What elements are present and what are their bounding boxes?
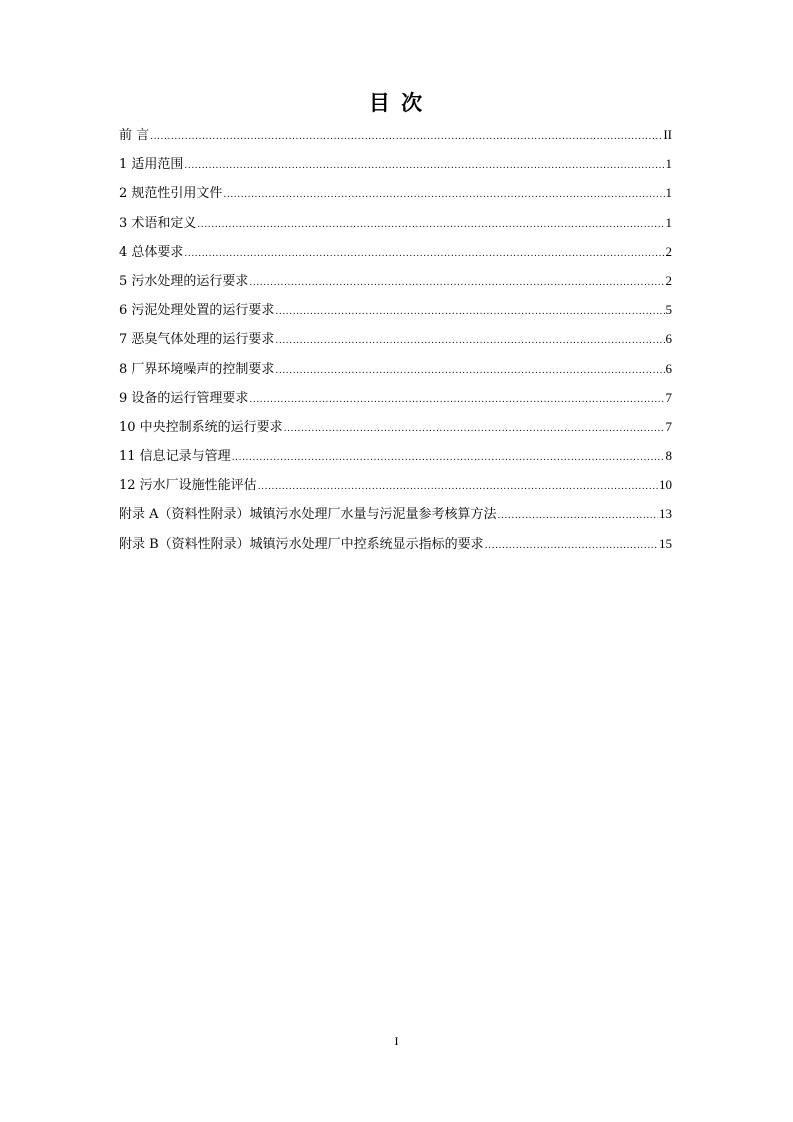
toc-entry-appendix-a[interactable]: [119, 503, 672, 532]
toc-entry-label: 9 设备的运行管理要求: [119, 390, 249, 406]
toc-entry-12[interactable]: [119, 474, 672, 503]
toc-dot-leader: [232, 447, 665, 469]
toc-entry-label: 4 总体要求: [119, 244, 184, 260]
toc-entry-label: 11 信息记录与管理: [119, 449, 231, 465]
toc-entry-7[interactable]: [119, 328, 672, 357]
toc-entry-page: 13: [659, 506, 672, 522]
toc-entry-label: 10 中央控制系统的运行要求: [119, 419, 283, 435]
toc-entry-label: 附录 A（资料性附录）城镇污水处理厂水量与污泥量参考核算方法: [119, 507, 497, 523]
toc-entry-appendix-b[interactable]: [119, 533, 672, 562]
toc-entry-label: 2 规范性引用文件: [119, 186, 223, 202]
toc-entry-page: 7: [665, 418, 672, 434]
toc-entry-3[interactable]: [119, 212, 672, 241]
toc-entry-page: II: [663, 127, 672, 142]
toc-dot-leader: [249, 389, 664, 411]
toc-entry-label: 6 污泥处理处置的运行要求: [119, 303, 275, 319]
toc-dot-leader: [249, 272, 664, 294]
toc-entry-label: 前 言: [119, 128, 150, 143]
toc-entry-page: 6: [665, 331, 672, 347]
toc-entry-8[interactable]: [119, 358, 672, 387]
toc-entry-page: 6: [665, 360, 672, 376]
toc-dot-leader: [184, 243, 664, 265]
toc-entry-6[interactable]: [119, 299, 672, 328]
toc-dot-leader: [223, 184, 664, 206]
toc-dot-leader: [284, 418, 665, 440]
toc-entry-11[interactable]: [119, 445, 672, 474]
toc-dot-leader: [498, 505, 658, 527]
toc-entry-label: 8 厂界环境噪声的控制要求: [119, 361, 275, 377]
toc-dot-leader: [275, 301, 664, 323]
toc-dot-leader: [485, 535, 658, 557]
toc-entry-label: 附录 B（资料性附录）城镇污水处理厂中控系统显示指标的要求: [119, 536, 484, 552]
toc-entry-5[interactable]: [119, 270, 672, 299]
toc-entry-label: 5 污水处理的运行要求: [119, 273, 249, 289]
toc-dot-leader: [197, 214, 664, 236]
toc-entry-page: 5: [665, 302, 672, 318]
toc-entry-2[interactable]: [119, 182, 672, 211]
toc-entry-9[interactable]: [119, 387, 672, 416]
toc-entry-label: 1 适用范围: [119, 157, 184, 173]
toc-dot-leader: [150, 126, 662, 148]
page-number: I: [394, 1034, 399, 1048]
toc-entry-page: 2: [665, 243, 672, 259]
table-of-contents: [119, 124, 672, 562]
toc-entry-foreword[interactable]: [119, 124, 672, 153]
toc-dot-leader: [184, 155, 664, 177]
toc-entry-page: 2: [665, 272, 672, 288]
toc-entry-page: 1: [665, 185, 672, 201]
toc-entry-1[interactable]: [119, 153, 672, 182]
toc-entry-label: 3 术语和定义: [119, 215, 197, 231]
page-title: 目 次: [368, 91, 425, 115]
toc-entry-4[interactable]: [119, 241, 672, 270]
toc-entry-page: 1: [665, 214, 672, 230]
toc-entry-page: 7: [665, 389, 672, 405]
toc-entry-page: 15: [659, 535, 672, 551]
toc-entry-label: 12 污水厂设施性能评估: [119, 478, 257, 494]
toc-entry-page: 8: [665, 448, 672, 464]
toc-entry-page: 1: [665, 156, 672, 172]
toc-entry-label: 7 恶臭气体处理的运行要求: [119, 332, 275, 348]
toc-dot-leader: [275, 330, 664, 352]
toc-dot-leader: [258, 476, 658, 498]
toc-entry-10[interactable]: [119, 416, 672, 445]
toc-dot-leader: [275, 360, 664, 382]
toc-entry-page: 10: [659, 477, 672, 493]
